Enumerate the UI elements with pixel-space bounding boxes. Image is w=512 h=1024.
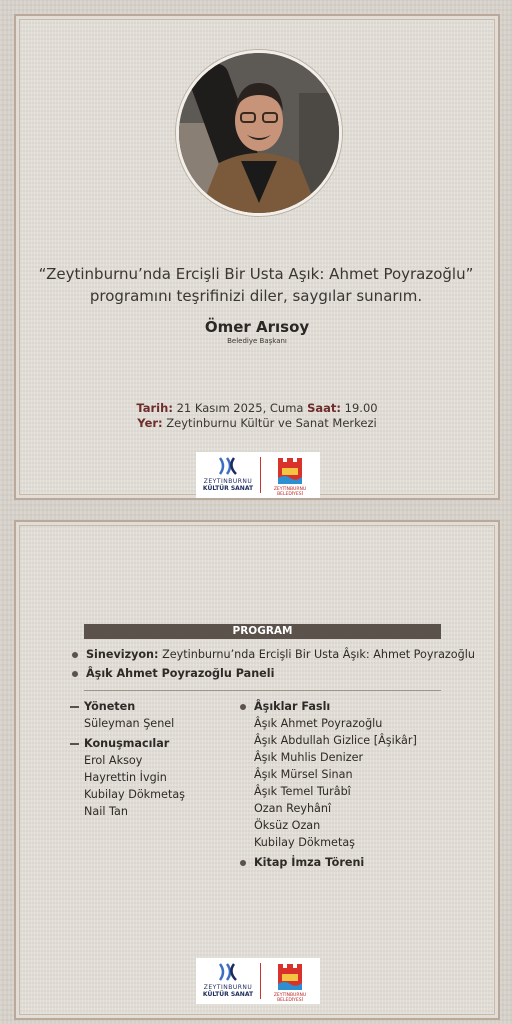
time-value: 19.00 (344, 401, 378, 415)
yoneten-name: Süleyman Şenel (84, 717, 175, 730)
speaker-item: Hayrettin İvgin (84, 771, 167, 784)
kitap-item (240, 856, 364, 869)
program-title: PROGRAM (84, 624, 441, 639)
sinevizyon-value: Zeytinburnu’nda Ercişli Bir Usta Âşık: Ahmet Poyrazoğlu (162, 648, 475, 661)
date-time-line (16, 401, 498, 415)
kultur-sanat-logo (196, 452, 260, 498)
asik-item: Âşık Temel Turâbî (254, 785, 351, 798)
asik-item: Öksüz Ozan (254, 819, 321, 832)
sinevizyon-item (72, 648, 475, 661)
speaker-item: Erol Aksoy (84, 754, 143, 767)
panel-item (72, 667, 274, 680)
yoneten-label: Yöneten (84, 700, 136, 713)
asik-item: Âşık Mürsel Sinan (254, 768, 353, 781)
zeytinburnu-logo (261, 452, 319, 498)
date-value: 21 Kasım 2025, Cuma (176, 401, 304, 415)
ks-line-2: KÜLTÜR SANAT (202, 485, 254, 492)
municipality-emblem-icon (276, 456, 304, 486)
kitap-label: Kitap İmza Töreni (254, 856, 365, 869)
invitation-card (14, 14, 500, 500)
time-label: Saat: (307, 401, 342, 415)
place-line (16, 416, 498, 430)
sponsor-logos-bottom (196, 958, 320, 1004)
ks-line-2: KÜLTÜR SANAT (202, 991, 254, 998)
quote-line-1: “Zeytinburnu’nda Ercişli Bir Usta Aşık: Ahmet Poyrazoğlu” (38, 265, 474, 283)
kultur-sanat-icon (218, 456, 238, 476)
panel-label: Âşık Ahmet Poyrazoğlu Paneli (86, 667, 275, 680)
asiklar-heading (240, 700, 330, 713)
bullet-icon (72, 652, 78, 658)
zb-text: ZEYTİNBURNU BELEDİYESİ (273, 487, 307, 497)
zb-text: ZEYTİNBURNU BELEDİYESİ (273, 993, 307, 1003)
speaker-item: Kubilay Dökmetaş (84, 788, 186, 801)
asik-item: Âşık Muhlis Denizer (254, 751, 364, 764)
municipality-emblem-icon (276, 962, 304, 992)
quote-line-2: programını teşrifinizi diler, saygılar sunarım. (89, 287, 423, 305)
program-card (14, 520, 500, 1020)
divider (84, 690, 441, 691)
dash-icon (70, 743, 79, 745)
sponsor-logos (196, 452, 320, 498)
signer-title: Belediye Başkanı (227, 337, 287, 345)
ks-line-1: ZEYTINBURNU (203, 478, 253, 485)
asik-item: Kubilay Dökmetaş (254, 836, 356, 849)
kultur-sanat-icon (218, 962, 238, 982)
place-value: Zeytinburnu Kültür ve Sanat Merkezi (166, 416, 377, 430)
portrait-photo (176, 50, 342, 216)
place-label: Yer: (137, 416, 163, 430)
asiklar-label: Âşıklar Faslı (254, 700, 331, 713)
date-label: Tarih: (136, 401, 173, 415)
yoneten-heading (70, 700, 135, 713)
dash-icon (70, 706, 79, 708)
asik-item: Âşık Ahmet Poyrazoğlu (254, 717, 383, 730)
bullet-icon (240, 860, 246, 866)
signer-name: Ömer Arısoy (204, 318, 310, 336)
bullet-icon (72, 671, 78, 677)
ks-line-1: ZEYTINBURNU (203, 984, 253, 991)
bullet-icon (240, 704, 246, 710)
konusmacilar-label: Konuşmacılar (84, 737, 170, 750)
asik-item: Âşık Abdullah Gizlice [Âşikâr] (254, 734, 417, 747)
sinevizyon-label: Sinevizyon: (86, 648, 159, 661)
konusmacilar-heading (70, 737, 169, 750)
asik-item: Ozan Reyhânî (254, 802, 332, 815)
speaker-item: Nail Tan (84, 805, 128, 818)
invitation-quote (36, 263, 476, 307)
zeytinburnu-logo (261, 958, 319, 1004)
kultur-sanat-logo (196, 958, 260, 1004)
